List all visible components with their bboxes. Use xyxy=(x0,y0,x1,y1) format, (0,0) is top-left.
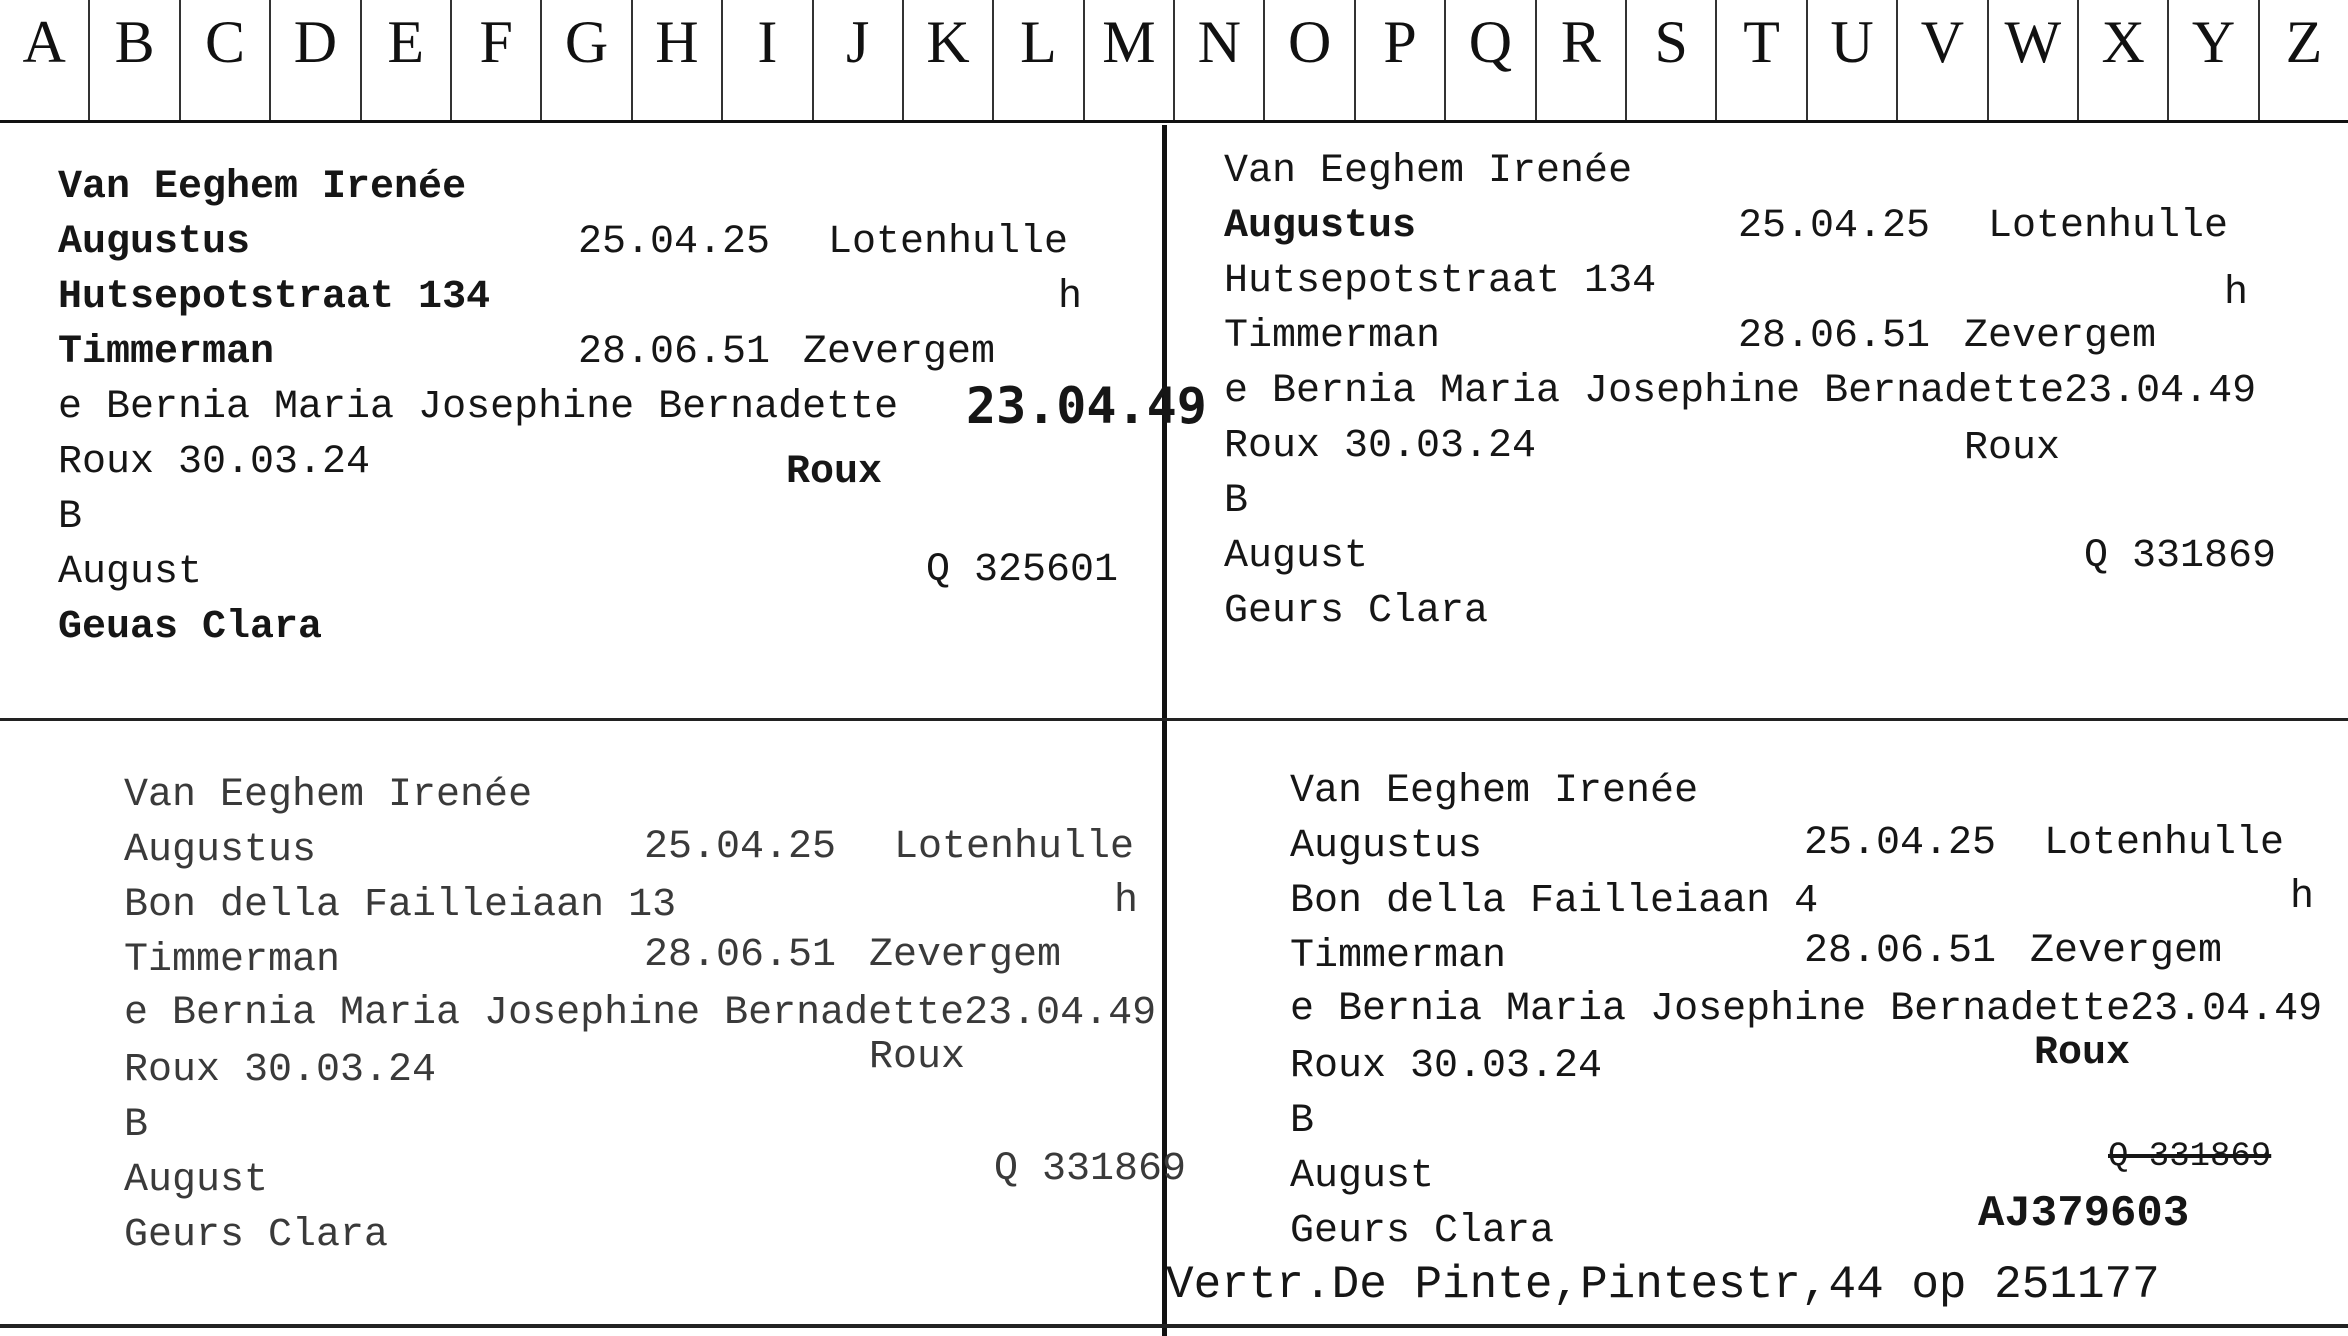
card-birth-place: Lotenhulle xyxy=(828,220,1069,265)
card-place2: Zevergem xyxy=(1964,314,2157,359)
card-letter-b: B xyxy=(1224,479,1249,524)
card-birth-date: 25.04.25 xyxy=(578,220,771,265)
card-birth-place: Lotenhulle xyxy=(2044,821,2285,866)
card-occupation: Timmerman xyxy=(1224,314,1441,359)
card-spouse-birth: Roux 30.03.24 xyxy=(58,440,371,485)
card-spouse-birth: Roux 30.03.24 xyxy=(1290,1044,1603,1089)
card-first-names: Augustus xyxy=(58,220,251,265)
card-occupation: Timmerman xyxy=(58,330,275,375)
letter-tab: B xyxy=(90,0,180,120)
card-date2: 28.06.51 xyxy=(1804,929,1997,974)
letter-tab: G xyxy=(542,0,632,120)
card-name: Van Eeghem Irenée xyxy=(124,773,533,818)
card-mother: Geurs Clara xyxy=(1290,1209,1555,1254)
card-spouse: e Bernia Maria Josephine Bernadette23.04.49 xyxy=(1224,369,2257,414)
letter-tab: V xyxy=(1898,0,1988,120)
card-birth-date: 25.04.25 xyxy=(644,825,837,870)
card-father: August xyxy=(58,550,203,595)
card-spouse-surname: Roux xyxy=(869,1035,966,1080)
letter-tab: E xyxy=(362,0,452,120)
card-spouse: e Bernia Maria Josephine Bernadette23.04.49 xyxy=(1290,987,2323,1032)
letter-tab: O xyxy=(1265,0,1355,120)
card-spouse: e Bernia Maria Josephine Bernadette xyxy=(58,385,899,430)
card-mother: Geuas Clara xyxy=(58,605,323,650)
card-spouse-surname: Roux xyxy=(2034,1031,2131,1076)
card-marker: h xyxy=(2224,271,2249,316)
card-name: Van Eeghem Irenée xyxy=(1290,769,1699,814)
card-place2: Zevergem xyxy=(869,933,1062,978)
card-date2: 28.06.51 xyxy=(644,933,837,978)
letter-tab: X xyxy=(2079,0,2169,120)
letter-tab: W xyxy=(1989,0,2079,120)
card-birth-place: Lotenhulle xyxy=(1988,204,2229,249)
card-marker: h xyxy=(1058,275,1083,320)
card-marker: h xyxy=(1114,879,1139,924)
card-birth-date: 25.04.25 xyxy=(1804,821,1997,866)
bottom-card-divider xyxy=(0,1324,2348,1328)
alphabet-index-strip xyxy=(0,0,2348,123)
letter-tab: Q xyxy=(1446,0,1536,120)
card-letter-b: B xyxy=(58,495,83,540)
card-mother: Geurs Clara xyxy=(1224,589,1489,634)
card-father: August xyxy=(1224,534,1369,579)
letter-tab: P xyxy=(1356,0,1446,120)
card-letter-b: B xyxy=(1290,1099,1315,1144)
letter-tab: Z xyxy=(2285,9,2323,75)
card-first-names: Augustus xyxy=(1224,204,1417,249)
card-name: Van Eeghem Irenée xyxy=(1224,149,1633,194)
card-birth-date: 25.04.25 xyxy=(1738,204,1931,249)
letter-tab: R xyxy=(1537,0,1627,120)
letter-tab: J xyxy=(814,0,904,120)
letter-tab: Y xyxy=(2169,0,2259,120)
card-birth-place: Lotenhulle xyxy=(894,825,1135,870)
card-number: Q 331869 xyxy=(2084,534,2277,579)
card-spouse-surname: Roux xyxy=(786,450,883,495)
card-spouse: e Bernia Maria Josephine Bernadette23.04.49 xyxy=(124,991,1157,1036)
card-marker: h xyxy=(2290,875,2315,920)
letter-tab: H xyxy=(633,0,723,120)
card-spouse-birth: Roux 30.03.24 xyxy=(124,1048,437,1093)
card-address: Hutsepotstraat 134 xyxy=(58,275,491,320)
card-name: Van Eeghem Irenée xyxy=(58,165,467,210)
card-number-new: AJ379603 xyxy=(1978,1189,2190,1239)
letter-tab: F xyxy=(452,0,542,120)
letter-tab: L xyxy=(994,0,1084,120)
card-date2: 28.06.51 xyxy=(1738,314,1931,359)
card-relocation-note: Vertr.De Pinte,Pintestr,44 op 251177 xyxy=(1166,1259,2160,1311)
letter-tab: D xyxy=(271,0,361,120)
letter-tab: C xyxy=(181,0,271,120)
card-first-names: Augustus xyxy=(1290,824,1483,869)
card-first-names: Augustus xyxy=(124,828,317,873)
card-number: Q 325601 xyxy=(926,548,1119,593)
horizontal-card-divider xyxy=(0,718,2348,721)
card-letter-b: B xyxy=(124,1103,149,1148)
card-number-struck: Q 331869 xyxy=(2108,1138,2272,1176)
letter-tab: A xyxy=(0,0,90,120)
card-occupation: Timmerman xyxy=(124,938,341,983)
card-occupation: Timmerman xyxy=(1290,934,1507,979)
card-marriage-date: 23.04.49 xyxy=(966,377,1207,435)
card-address: Hutsepotstraat 134 xyxy=(1224,259,1657,304)
card-number: Q 331869 xyxy=(994,1147,1187,1192)
card-place2: Zevergem xyxy=(803,330,996,375)
letter-tab: S xyxy=(1627,0,1717,120)
letter-tab: I xyxy=(723,0,813,120)
card-address: Bon della Failleiaan 13 xyxy=(124,883,677,928)
letter-tab: U xyxy=(1808,0,1898,120)
letter-tab: K xyxy=(904,0,994,120)
letter-tab: T xyxy=(1717,0,1807,120)
card-place2: Zevergem xyxy=(2030,929,2223,974)
card-mother: Geurs Clara xyxy=(124,1213,389,1258)
card-date2: 28.06.51 xyxy=(578,330,771,375)
card-spouse-birth: Roux 30.03.24 xyxy=(1224,424,1537,469)
card-address: Bon della Failleiaan 4 xyxy=(1290,879,1819,924)
card-father: August xyxy=(124,1158,269,1203)
card-father: August xyxy=(1290,1154,1435,1199)
letter-tab: M xyxy=(1085,0,1175,120)
letter-tab: N xyxy=(1175,0,1265,120)
card-spouse-surname: Roux xyxy=(1964,426,2061,471)
